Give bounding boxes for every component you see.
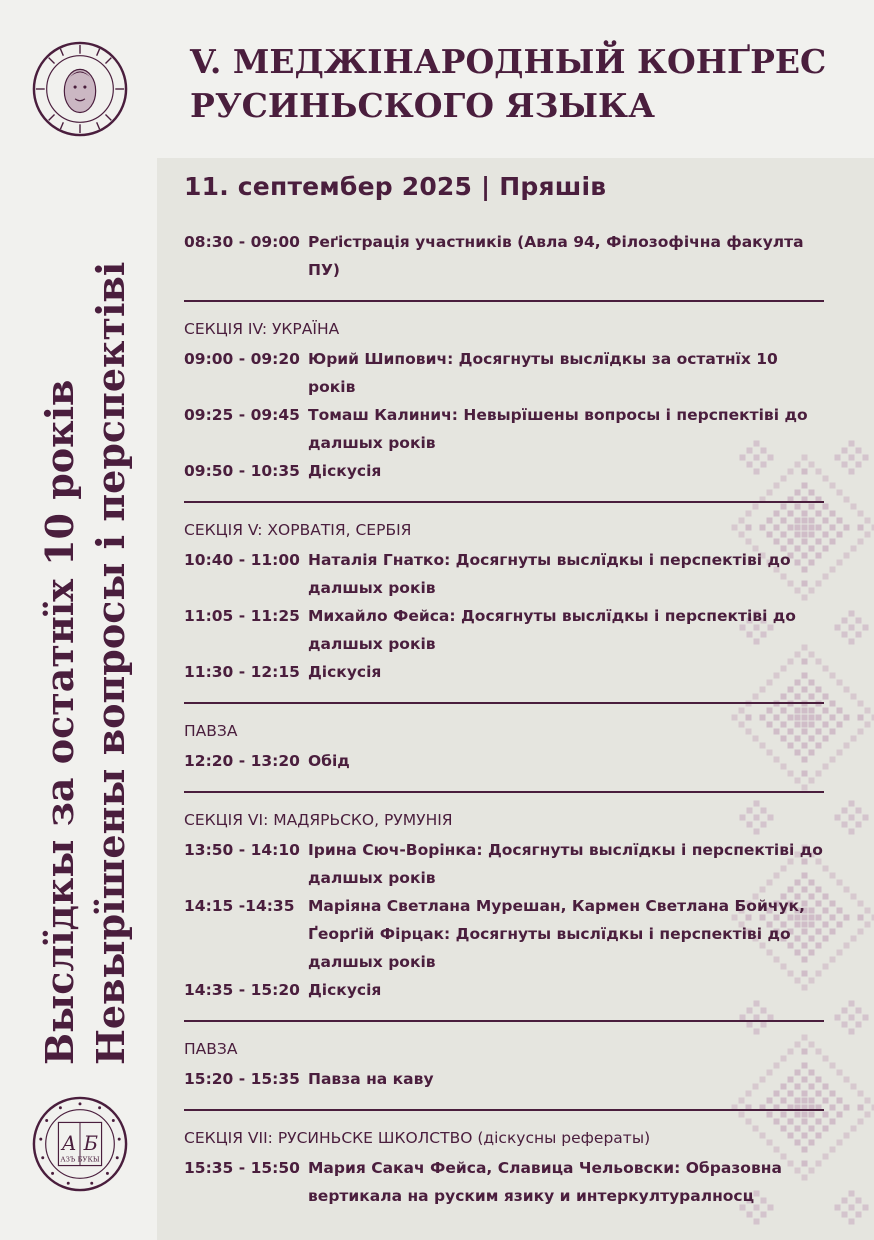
schedule-entry — [184, 747, 834, 775]
entry-time: 15:35 - 15:50 — [184, 1159, 300, 1177]
section-divider — [184, 1020, 824, 1022]
entry-title: Юрий Шипович: Досягнуты выслїдкы за остатнїх 10 років — [308, 350, 778, 396]
event-date: 11. септембер 2025 | Пряшів — [184, 172, 607, 201]
entry-time: 08:30 - 09:00 — [184, 233, 300, 251]
entry-time: 11:05 - 11:25 — [184, 607, 300, 625]
program-panel — [157, 158, 874, 1240]
entry-time: 09:25 - 09:45 — [184, 406, 300, 424]
schedule-section — [184, 228, 834, 292]
schedule-entry — [184, 1154, 834, 1210]
seal-caption: АЗЪ БУКЫ — [60, 1155, 100, 1164]
schedule-section — [184, 720, 834, 783]
entry-title: Мария Сакач Фейса, Славица Чельовски: Образовна вертикала на руским язику и интеркултуралносц — [308, 1159, 782, 1205]
entry-title: Михайло Фейса: Досягнуты выслїдкы і перспектіві до далшых років — [308, 607, 796, 653]
section-heading: СЕКЦІЯ V: ХОРВАТІЯ, СЕРБІЯ — [184, 521, 412, 539]
section-heading: СЕКЦІЯ IV: УКРАЇНА — [184, 320, 340, 338]
entry-time: 13:50 - 14:10 — [184, 841, 300, 859]
schedule-entry — [184, 836, 834, 892]
congress-title — [190, 40, 870, 128]
schedule-entry — [184, 892, 834, 976]
schedule-sections — [184, 228, 834, 1218]
theme-line-2: Невырїшены вопросы і перспектіві — [88, 261, 133, 1065]
section-heading: ПАВЗА — [184, 1040, 238, 1058]
entry-title: Ірина Сюч-Ворінка: Досягнуты выслїдкы і перспектіві до далшых років — [308, 841, 823, 887]
theme-line-1: Выслїдкы за остатнїх 10 років — [37, 379, 82, 1065]
schedule-entry — [184, 658, 834, 686]
schedule-entry — [184, 345, 834, 401]
entry-time: 14:35 - 15:20 — [184, 981, 300, 999]
section-divider — [184, 702, 824, 704]
schedule-section — [184, 318, 834, 493]
schedule-entry — [184, 546, 834, 602]
entry-title: Томаш Калинич: Невырїшены вопросы і перспектіві до далшых років — [308, 406, 808, 452]
schedule-entry — [184, 228, 834, 284]
section-heading: СЕКЦІЯ VII: РУСИНЬСКЕ ШКОЛСТВО (діскусны реферaты) — [184, 1129, 651, 1147]
entry-title: Діскусія — [308, 462, 382, 480]
university-seal-icon — [31, 40, 129, 138]
entry-time: 12:20 - 13:20 — [184, 752, 300, 770]
entry-time: 14:15 -14:35 — [184, 897, 295, 915]
vertical-congress-theme — [34, 262, 136, 1065]
schedule-section — [184, 1127, 834, 1218]
seal-letter-b: Б — [83, 1131, 98, 1155]
title-line-2: РУСИНЬСКОГО ЯЗЫКА — [190, 86, 655, 125]
entry-time: 11:30 - 12:15 — [184, 663, 300, 681]
schedule-section — [184, 519, 834, 694]
schedule-entry — [184, 457, 834, 485]
schedule-section — [184, 809, 834, 1012]
schedule-entry — [184, 1065, 834, 1093]
entry-title: Діскусія — [308, 663, 382, 681]
entry-title: Реґістрація участників (Авла 94, Філозофічна факулта ПУ) — [308, 233, 804, 279]
schedule-entry — [184, 401, 834, 457]
entry-title: Павза на каву — [308, 1070, 434, 1088]
section-divider — [184, 300, 824, 302]
section-divider — [184, 791, 824, 793]
title-line-1: V. МЕДЖІНАРОДНЫЙ КОНҐРЕС — [190, 42, 827, 81]
schedule-entry — [184, 602, 834, 658]
schedule-section — [184, 1038, 834, 1101]
section-heading: ПАВЗА — [184, 722, 238, 740]
entry-time: 09:00 - 09:20 — [184, 350, 300, 368]
section-divider — [184, 1109, 824, 1111]
entry-title: Маріяна Светлана Мурешан, Кармен Светлана Бойчук, Ґеорґій Фірцак: Досягнуты выслїдкы і перспектіві до далшых років — [308, 897, 805, 971]
section-divider — [184, 501, 824, 503]
entry-title: Діскусія — [308, 981, 382, 999]
program-schedule — [184, 170, 834, 1218]
entry-time: 10:40 - 11:00 — [184, 551, 300, 569]
section-heading: СЕКЦІЯ VI: МАДЯРЬСКО, РУМУНІЯ — [184, 811, 453, 829]
institute-seal-icon — [31, 1095, 129, 1193]
schedule-entry — [184, 976, 834, 1004]
seal-letter-a: А — [61, 1131, 77, 1155]
entry-title: Обід — [308, 752, 350, 770]
entry-time: 09:50 - 10:35 — [184, 462, 300, 480]
entry-title: Наталія Гнатко: Досягнуты выслїдкы і перспектіві до далшых років — [308, 551, 791, 597]
entry-time: 15:20 - 15:35 — [184, 1070, 300, 1088]
